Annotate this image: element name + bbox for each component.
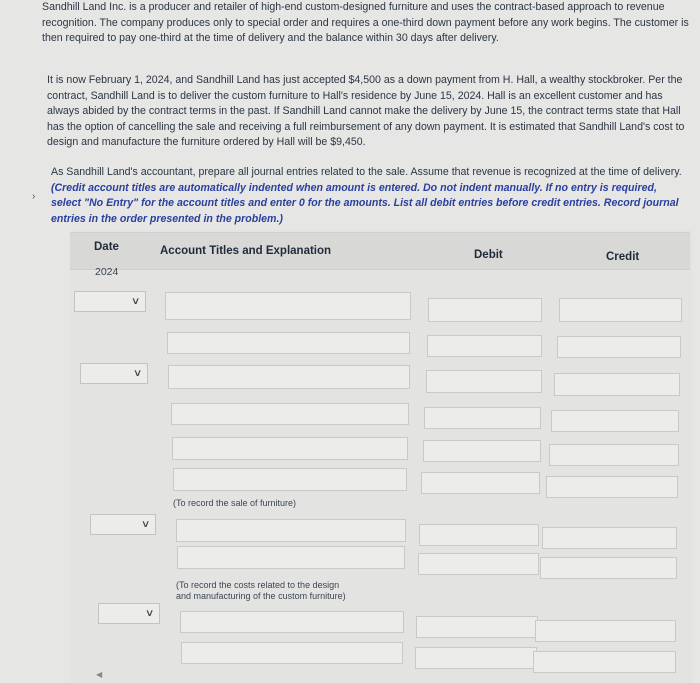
debit-input-7[interactable] <box>419 524 539 546</box>
debit-input-2[interactable] <box>427 335 542 357</box>
credit-input-6[interactable] <box>546 476 678 498</box>
account-input-4[interactable] <box>171 403 409 425</box>
date-select-4[interactable] <box>98 603 160 624</box>
account-input-7[interactable] <box>176 519 406 542</box>
debit-input-3[interactable] <box>426 370 542 393</box>
chevron-down-icon: ∨ <box>132 368 143 379</box>
credit-input-5[interactable] <box>549 444 679 466</box>
credit-input-3[interactable] <box>554 373 680 396</box>
credit-input-7[interactable] <box>542 527 677 549</box>
credit-input-8[interactable] <box>540 557 677 579</box>
column-header-debit: Debit <box>474 249 503 261</box>
problem-paragraph-1: Sandhill Land Inc. is a producer and retailer of high-end custom-designed furniture and uses the contract-based approach to revenue recognition. The company produces only to special order and requires a one-third down payment before any work begins. The customer is then required to pay one-third at the time of delivery and the balance within 30 days after delivery. <box>42 1 689 44</box>
problem-paragraph-3 <box>51 165 685 227</box>
account-input-6[interactable] <box>173 468 407 491</box>
debit-input-8[interactable] <box>418 553 539 575</box>
account-input-2[interactable] <box>167 332 410 354</box>
credit-input-10[interactable] <box>533 651 676 673</box>
column-header-credit: Credit <box>606 251 640 263</box>
account-input-3[interactable] <box>168 365 410 389</box>
account-input-8[interactable] <box>177 546 405 569</box>
triangle-left-icon[interactable]: ◀ <box>96 670 103 679</box>
credit-input-2[interactable] <box>557 336 681 358</box>
chevron-down-icon: ∨ <box>130 296 141 307</box>
entry-note-2-line-2: and manufacturing of the custom furniture) <box>176 591 346 601</box>
credit-input-1[interactable] <box>559 298 682 322</box>
debit-input-9[interactable] <box>416 616 538 638</box>
chevron-down-icon: ∨ <box>140 519 151 530</box>
credit-input-4[interactable] <box>551 410 679 432</box>
instructions-text: (Credit account titles are automatically indented when amount is entered. Do not indent manually. If no entry is required, select "No Entry" for the account titles and enter 0 for the amounts. List all debit entries before credit entries. Record journal entries in the order presented in the problem.) <box>51 181 679 225</box>
column-header-date: Date <box>94 241 119 253</box>
problem-paragraph-2: It is now February 1, 2024, and Sandhill Land has just accepted $4,500 as a down payment from H. Hall, a wealthy stockbroker. Per the contract, Sandhill Land is to deliver the custom furniture to Hall's residence by June 15, 2024. Hall is an excellent customer and has always abided by the contract terms in the past. If Sandhill Land cannot make the delivery by June 15, the contract terms state that Hall has the option of cancelling the sale and receiving a full reimbursement of any down payment. It is estimated that Sandhill Land's cost to design and manufacture the furniture ordered by Hall will be $9,450. <box>47 74 685 148</box>
entry-note-2-line-1: (To record the costs related to the design <box>176 580 340 590</box>
account-input-1[interactable] <box>165 292 411 320</box>
task-statement: As Sandhill Land's accountant, prepare all journal entries related to the sale. Assume that revenue is recognized at the time of delivery. <box>51 166 682 178</box>
debit-input-1[interactable] <box>428 298 542 322</box>
debit-input-6[interactable] <box>421 472 540 494</box>
account-input-10[interactable] <box>181 642 403 664</box>
debit-input-10[interactable] <box>415 647 537 669</box>
date-select-1[interactable] <box>74 291 146 312</box>
account-input-9[interactable] <box>180 611 404 633</box>
credit-input-9[interactable] <box>535 620 676 642</box>
entry-note-2 <box>176 580 346 602</box>
entry-note-1: (To record the sale of furniture) <box>173 498 297 508</box>
year-label: 2024 <box>95 266 119 278</box>
debit-input-4[interactable] <box>424 407 541 429</box>
column-header-account: Account Titles and Explanation <box>160 245 332 257</box>
date-select-3[interactable] <box>90 514 156 535</box>
chevron-down-icon: ∨ <box>144 608 155 619</box>
date-select-2[interactable] <box>80 363 148 384</box>
debit-input-5[interactable] <box>423 440 541 462</box>
account-input-5[interactable] <box>172 437 408 460</box>
chevron-right-icon[interactable]: › <box>32 191 36 202</box>
